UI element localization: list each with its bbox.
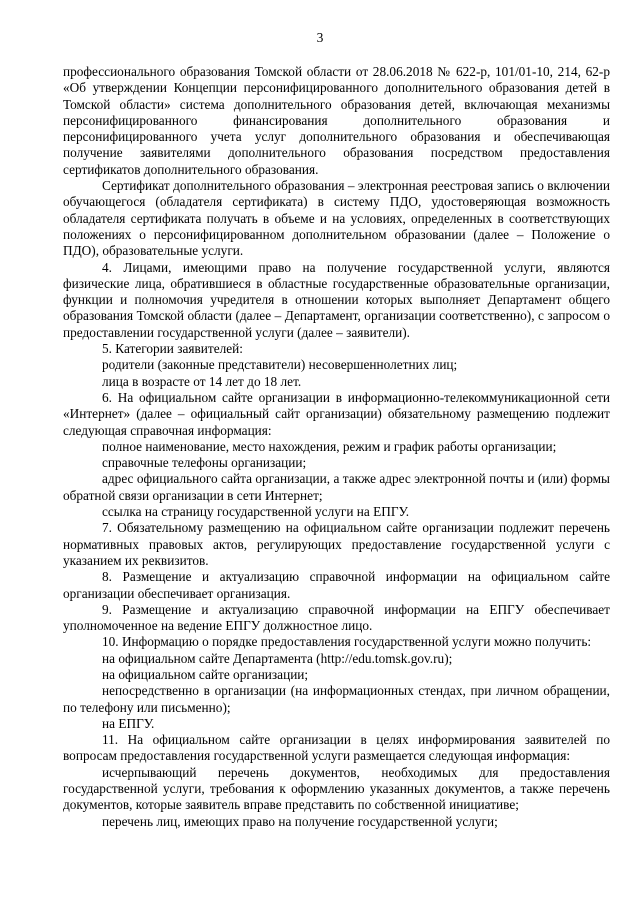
list-item: родители (законные представители) несовершеннолетних лиц; — [102, 357, 458, 373]
list-item: исчерпывающий перечень документов, необходимых для предоставления государственной услуги, требования к оформлению указанных документов, а также перечень документов, которые заявитель вправе представить по собственной инициативе; — [63, 764, 610, 813]
document-body — [63, 64, 610, 830]
list-item: на официальном сайте Департамента (http://edu.tomsk.gov.ru); — [102, 650, 453, 666]
paragraph-6: 6. На официальном сайте организации в информационно-телекоммуникационной сети «Интернет» (далее – официальный сайт организации) обязательному размещению подлежит следующая справочная информация: — [63, 389, 610, 438]
paragraph-certificate-definition: Сертификат дополнительного образования – электронная реестровая запись о включении обучающегося (обладателя сертификата) в систему ПДО, удостоверяющая возможность обладателя сертификата получать в объеме и на условиях, определенных в соответствующих положениях о персонифицированном дополнительном образовании (далее – Положение о ПДО), образовательные услуги. — [63, 178, 610, 259]
list-item: на официальном сайте организации; — [102, 666, 309, 682]
paragraph-9: 9. Размещение и актуализацию справочной информации на ЕПГУ обеспечивает уполномоченное на ведение ЕПГУ должностное лицо. — [63, 601, 610, 634]
list-item: ссылка на страницу государственной услуги на ЕПГУ. — [102, 504, 410, 520]
paragraph-continuation: профессионального образования Томской области от 28.06.2018 № 622-р, 101/01-10, 214, 62-р «Об утверждении Концепции персонифицированного дополнительного образования детей в Томской области» система дополнительного образования детей, включающая механизмы персонифицированного финансирования дополнительного образования и персонифицированного учета услуг дополнительного образования и обеспечивающая получение заявителями дополнительного образования посредством предоставления сертификатов дополнительного образования. — [63, 64, 610, 177]
list-item: адрес официального сайта организации, а также адрес электронной почты и (или) формы обратной связи организации в сети Интернет; — [63, 471, 610, 503]
list-item: справочные телефоны организации; — [102, 455, 307, 471]
list-item: перечень лиц, имеющих право на получение государственной услуги; — [102, 813, 498, 829]
list-item: на ЕПГУ. — [102, 715, 155, 731]
paragraph-5: 5. Категории заявителей: — [102, 341, 243, 357]
list-item: непосредственно в организации (на информационных стендах, при личном обращении, по телефону или письменно); — [63, 683, 610, 715]
list-item: полное наименование, место нахождения, режим и график работы организации; — [102, 438, 557, 454]
paragraph-8: 8. Размещение и актуализацию справочной информации на официальном сайте организации обеспечивает организация. — [63, 569, 610, 601]
paragraph-11: 11. На официальном сайте организации в целях информирования заявителей по вопросам предоставления государственной услуги размещается следующая информация: — [63, 732, 610, 764]
list-item: лица в возрасте от 14 лет до 18 лет. — [102, 373, 302, 389]
page-number: 3 — [316, 30, 324, 45]
paragraph-4: 4. Лицами, имеющими право на получение государственной услуги, являются физические лица, обратившиеся в областные государственные образовательные организации, функции и полномочия учредителя в отношении которых выполняет Департамент общего образования Томской области (далее – Департамент, организации соответственно), с запросом о предоставлении государственной услуги (далее – заявители). — [63, 259, 610, 340]
paragraph-10: 10. Информацию о порядке предоставления государственной услуги можно получить: — [102, 634, 592, 650]
paragraph-7: 7. Обязательному размещению на официальном сайте организации подлежит перечень нормативных правовых актов, регулирующих предоставление государственной услуги с указанием их реквизитов. — [63, 520, 610, 568]
